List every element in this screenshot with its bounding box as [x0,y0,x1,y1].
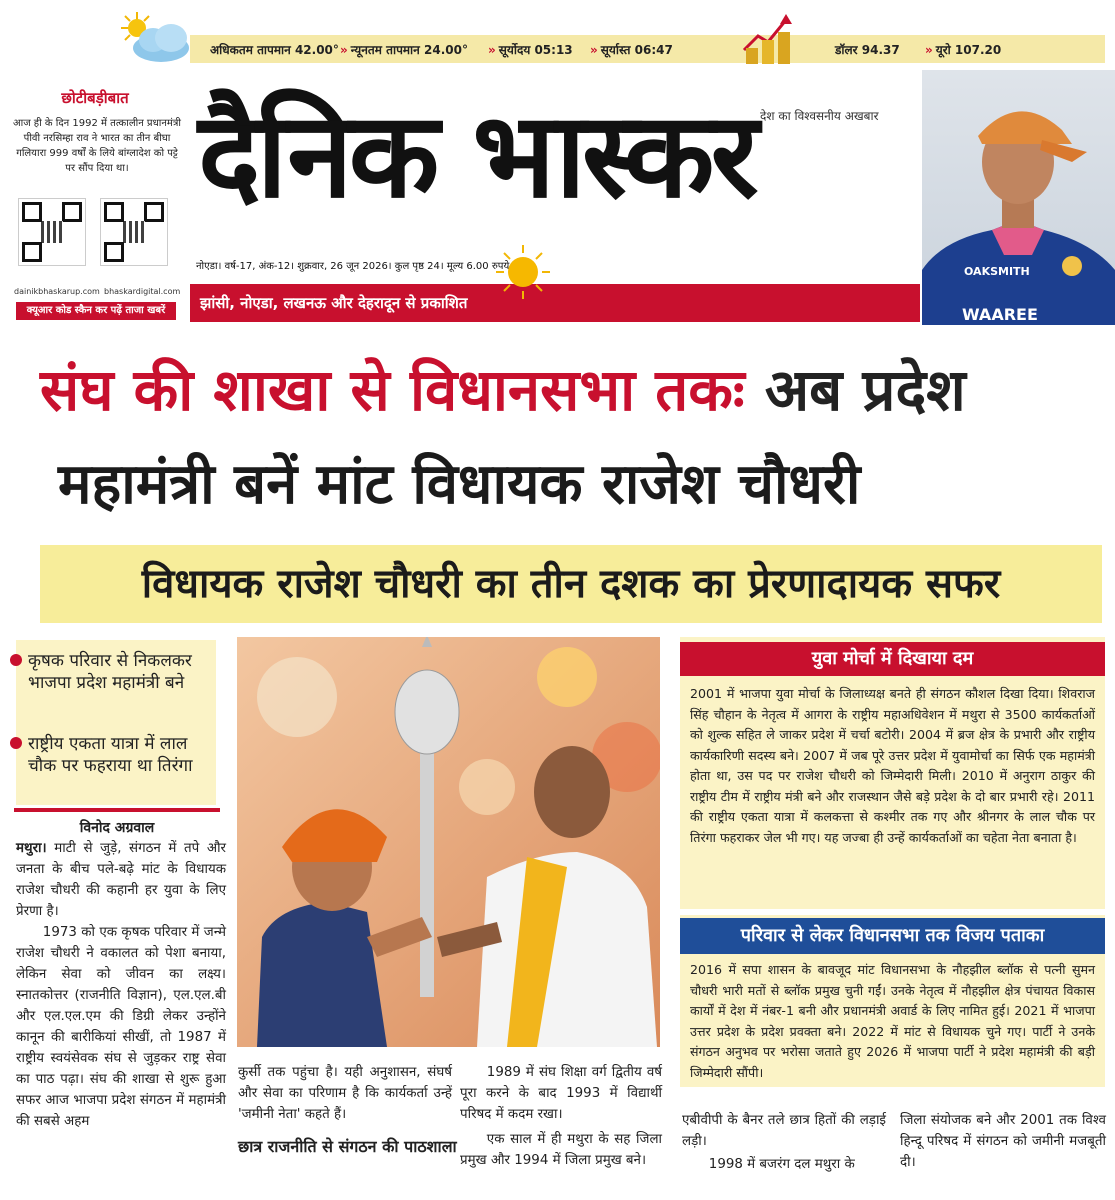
headline-black-part: अब प्रदेश [764,356,966,424]
weather-currency-strip [190,35,1105,63]
masthead-tagline: देश का विश्वसनीय अखबार [760,109,879,123]
qr-label: bhaskardigital.com [104,287,181,296]
currency-coins-icon [740,10,798,66]
euro-rate: » यूरो 107.20 [925,43,1002,57]
bullet-icon [10,654,22,666]
qr-label: dainikbhaskarup.com [14,287,100,296]
sidebar-text: आज ही के दिन 1992 में तत्कालीन प्रधानमंत्री पीवी नरसिम्हा राव ने भारत का तीन बीघा गलियारा 999 वर्षों के लिये बांग्लादेश को पट्टे पर सौंप दिया था। [12,118,181,174]
sidebox-text: 2016 में सपा शासन के बावजूद मांट विधानसभा के नौहझील ब्लॉक से पत्नी सुमन चौधरी भारी मतों से ब्लॉक प्रमुख चुनी गईं। उनके नेतृत्व में नौहझील क्षेत्र पंचायत विकास कार्यों में देश में नंबर-1 बनी और प्रधानमंत्री अवार्ड के लिए नामित हुई। 2021 में भाजपा उत्तर प्रदेश के प्रदेश प्रवक्ता बने। 2022 में मांट से विधायक चुने गए। पार्टी ने उनके संगठन अनुभव पर भरोसा जताते हुए 2026 में भाजपा पार्टी ने प्रदेश महामंत्री की बड़ी जिम्मेदारी सौंपी। [690,962,1095,1080]
bullet-icon [10,737,22,749]
highlight-item: कृषक परिवार से निकलकर भाजपा प्रदेश महामंत्री बने [28,650,208,694]
section-heading: छात्र राजनीति से संगठन की पाठशाला [238,1137,457,1156]
main-photo-mace-presentation [237,637,660,1047]
scan-qr-banner: क्यूआर कोड स्कैन कर पढ़ें ताजा खबरें [16,302,176,320]
qr-code-icon[interactable] [100,198,168,266]
headline-line-2: महामंत्री बनें मांट विधायक राजेश चौधरी [58,452,861,517]
max-temp: अधिकतम तापमान 42.00° [210,43,339,57]
sunset: » सूर्यास्त 06:47 [590,43,673,57]
article-col-4 [682,1110,886,1175]
sidebar-title: छोटीबड़ीबात [61,89,129,107]
min-temp: » न्यूनतम तापमान 24.00° [340,43,468,57]
dollar-rate: डॉलर 94.37 [835,43,900,57]
highlight-item: राष्ट्रीय एकता यात्रा में लाल चौक पर फहराया था तिरंगा [28,733,208,777]
jersey-sponsor-1: OAKSMITH [964,265,1030,278]
jersey-sponsor-2: WAAREE [962,305,1038,324]
sidebox-title: युवा मोर्चा में दिखाया दम [680,642,1105,676]
headline-line-1 [40,350,966,430]
editions-text: झांसी, नोएडा, लखनऊ और देहरादून से प्रकाशित [200,294,468,312]
weather-sun-cloud-icon [115,8,195,68]
paragraph: माटी से जुड़े, संगठन में तपे और जनता के बीच पले-बढ़े मांट के विधायक राजेश चौधरी की कहानी हर युवा के लिए प्रेरणा है। [16,841,226,919]
article-col-5: जिला संयोजक बने और 2001 तक विश्व हिन्दू परिषद में संगठन को जमीनी मजबूती दी। [900,1113,1106,1170]
newspaper-logo: दैनिक भास्कर [198,86,755,224]
paragraph: 1973 को एक कृषक परिवार में जन्मे राजेश चौधरी ने वकालत को पेशा बनाया, लेकिन सेवा को जीवन का लक्ष्य। स्नातकोत्तर (राजनीति विज्ञान), एल.एल.बी और एल.एल.एम की डिग्री लेकर उन्होंने कानून की बारीकियां सीखीं, तो 1987 में राष्ट्रीय स्वयंसेवक संघ से जुड़कर राष्ट्र सेवा का पाठ पढ़ा। संघ की शाखा से शुरू हुआ सफर आज भाजपा प्रदेश संगठन में महामंत्री की सबसे अहम [16,925,226,1129]
sun-icon [496,245,550,299]
sidebox-text: 2001 में भाजपा युवा मोर्चा के जिलाध्यक्ष बनते ही संगठन कौशल दिखा दिया। शिवराज सिंह चौहान के नेतृत्व में आगरा के राष्ट्रीय महाअधिवेशन में मथुरा से 3500 कार्यकर्ताओं को शुल्क सहित ले जाकर प्रदेश में चर्चा बटोरी। 2004 में ब्रज क्षेत्र के प्रभारी और राष्ट्रीय कार्यकारिणी सदस्य बने। 2007 में जब पूरे उत्तर प्रदेश में युवामोर्चा का सिर्फ एक महामंत्री होता था, उस पद पर राजेश चौधरी को जिम्मेदारी मिली। 2010 में अनुराग ठाकुर की राष्ट्रीय टीम में राष्ट्रीय मंत्री बने और राजस्थान जैसे बड़े प्रदेश के दो बार प्रभारी रहे। 2011 की राष्ट्रीय एकता यात्रा में कलकत्ता से कश्मीर तक गए और श्रीनगर के लाल चौक पर तिरंगा फहराकर जेल भी गए। यह जज्बा ही उन्हें कार्यकर्ताओं का चहेता नेता बनाता है। [690,686,1095,845]
sidebox-title: परिवार से लेकर विधानसभा तक विजय पताका [680,918,1105,954]
subheadline: विधायक राजेश चौधरी का तीन दशक का प्रेरणादायक सफर [141,561,1001,607]
cricketer-photo [922,70,1115,325]
article-col-3 [460,1062,662,1171]
dateline: मथुरा। [16,841,47,856]
byline: विनोद अग्रवाल [14,808,220,837]
sunrise: » सूर्योदय 05:13 [488,43,573,57]
article-col-2: कुर्सी तक पहुंचा है। यही अनुशासन, संघर्ष और सेवा का परिणाम है कि कार्यकर्ता उन्हें 'जमीनी नेता' कहते हैं। [238,1065,452,1122]
paragraph: एबीवीपी के बैनर तले छात्र हितों की लड़ाई लड़ी। [682,1113,886,1149]
issue-info: नोएडा। वर्ष-17, अंक-12। शुक्रवार, 26 जून 2026। कुल पृष्ठ 24। मूल्य 6.00 रुपये [196,261,510,272]
headline-red-part: संघ की शाखा से विधानसभा तकः [40,356,745,424]
paragraph: 1989 में संघ शिक्षा वर्ग द्वितीय वर्ष पूरा करने के बाद 1993 में विद्यार्थी परिषद में कदम रखा। [460,1065,662,1122]
paragraph: 1998 में बजरंग दल मथुरा के [708,1157,855,1172]
article-col-1 [16,838,226,1132]
qr-code-icon[interactable] [18,198,86,266]
paragraph: एक साल में ही मथुरा के सह जिला प्रमुख और 1994 में जिला प्रमुख बने। [460,1132,662,1168]
